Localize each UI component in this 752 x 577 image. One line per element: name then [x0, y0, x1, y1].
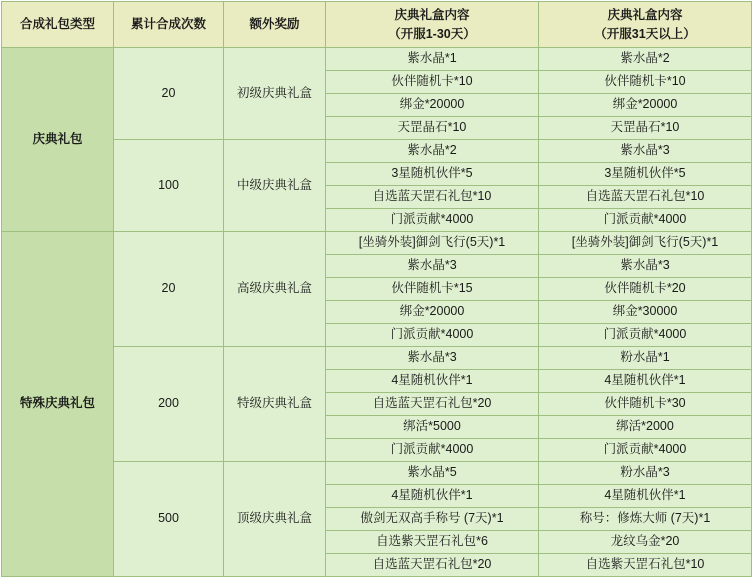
gift-synthesis-table-container — [0, 1, 752, 572]
gift-content-late-cell: 3星随机伙伴*5 — [539, 163, 752, 186]
synthesis-count-cell: 20 — [114, 232, 224, 347]
gift-content-early-cell: 天罡晶石*10 — [326, 117, 539, 140]
gift-content-early-cell: 自选紫天罡石礼包*6 — [326, 531, 539, 554]
gift-content-early-cell: 自选蓝天罡石礼包*20 — [326, 554, 539, 577]
gift-content-late-cell: 4星随机伙伴*1 — [539, 485, 752, 508]
extra-reward-cell: 特级庆典礼盒 — [224, 347, 326, 462]
synthesis-count-cell: 100 — [114, 140, 224, 232]
extra-reward-cell: 中级庆典礼盒 — [224, 140, 326, 232]
table-row — [2, 347, 752, 370]
gift-content-late-cell: 4星随机伙伴*1 — [539, 370, 752, 393]
gift-content-early-cell: 伙伴随机卡*10 — [326, 71, 539, 94]
gift-type-cell: 庆典礼包 — [2, 48, 114, 232]
header-cell-line1: 庆典礼盒内容 — [607, 7, 683, 22]
header-cell-line2: （开服31天以上） — [594, 26, 696, 41]
gift-content-late-cell: 伙伴随机卡*30 — [539, 393, 752, 416]
gift-content-early-cell: 门派贡献*4000 — [326, 324, 539, 347]
gift-content-late-cell: 自选蓝天罡石礼包*10 — [539, 186, 752, 209]
gift-content-early-cell: 绑金*20000 — [326, 94, 539, 117]
gift-type-cell: 特殊庆典礼包 — [2, 232, 114, 577]
gift-content-early-cell: 绑活*5000 — [326, 416, 539, 439]
extra-reward-cell: 高级庆典礼盒 — [224, 232, 326, 347]
gift-content-late-cell: 紫水晶*3 — [539, 255, 752, 278]
gift-content-late-cell: 门派贡献*4000 — [539, 324, 752, 347]
gift-content-late-cell: 绑金*20000 — [539, 94, 752, 117]
extra-reward-cell: 顶级庆典礼盒 — [224, 462, 326, 577]
gift-content-late-cell: 门派贡献*4000 — [539, 439, 752, 462]
gift-content-late-cell: 门派贡献*4000 — [539, 209, 752, 232]
extra-reward-cell: 初级庆典礼盒 — [224, 48, 326, 140]
gift-content-late-cell: 称号：修炼大师 (7天)*1 — [539, 508, 752, 531]
gift-content-early-cell: 傲剑无双高手称号 (7天)*1 — [326, 508, 539, 531]
gift-content-early-cell: 自选蓝天罡石礼包*10 — [326, 186, 539, 209]
header-cell-1: 累计合成次数 — [114, 2, 224, 48]
gift-content-late-cell: 伙伴随机卡*10 — [539, 71, 752, 94]
gift-content-late-cell: 紫水晶*2 — [539, 48, 752, 71]
gift-content-early-cell: 3星随机伙伴*5 — [326, 163, 539, 186]
table-row — [2, 232, 752, 255]
gift-content-early-cell: 4星随机伙伴*1 — [326, 370, 539, 393]
gift-content-late-cell: 伙伴随机卡*20 — [539, 278, 752, 301]
gift-content-early-cell: 紫水晶*2 — [326, 140, 539, 163]
gift-content-early-cell: [坐骑外装]御剑飞行(5天)*1 — [326, 232, 539, 255]
header-cell-4 — [539, 2, 752, 48]
gift-content-early-cell: 自选蓝天罡石礼包*20 — [326, 393, 539, 416]
gift-content-late-cell: [坐骑外装]御剑飞行(5天)*1 — [539, 232, 752, 255]
gift-synthesis-table — [1, 1, 752, 577]
table-row — [2, 462, 752, 485]
header-cell-line1: 庆典礼盒内容 — [394, 7, 470, 22]
table-row — [2, 48, 752, 71]
gift-content-late-cell: 自选紫天罡石礼包*10 — [539, 554, 752, 577]
table-header-row — [2, 2, 752, 48]
gift-content-late-cell: 绑活*2000 — [539, 416, 752, 439]
gift-content-early-cell: 伙伴随机卡*15 — [326, 278, 539, 301]
header-cell-3 — [326, 2, 539, 48]
gift-content-early-cell: 紫水晶*1 — [326, 48, 539, 71]
gift-content-late-cell: 粉水晶*3 — [539, 462, 752, 485]
gift-content-late-cell: 天罡晶石*10 — [539, 117, 752, 140]
gift-content-early-cell: 门派贡献*4000 — [326, 439, 539, 462]
gift-content-early-cell: 紫水晶*3 — [326, 347, 539, 370]
gift-content-early-cell: 4星随机伙伴*1 — [326, 485, 539, 508]
gift-content-late-cell: 绑金*30000 — [539, 301, 752, 324]
gift-content-early-cell: 紫水晶*5 — [326, 462, 539, 485]
synthesis-count-cell: 500 — [114, 462, 224, 577]
gift-content-early-cell: 紫水晶*3 — [326, 255, 539, 278]
header-cell-2: 额外奖励 — [224, 2, 326, 48]
table-row — [2, 140, 752, 163]
header-cell-0: 合成礼包类型 — [2, 2, 114, 48]
header-cell-line2: （开服1-30天） — [388, 26, 476, 41]
gift-content-late-cell: 紫水晶*3 — [539, 140, 752, 163]
gift-content-early-cell: 门派贡献*4000 — [326, 209, 539, 232]
synthesis-count-cell: 200 — [114, 347, 224, 462]
gift-content-late-cell: 龙纹乌金*20 — [539, 531, 752, 554]
gift-content-late-cell: 粉水晶*1 — [539, 347, 752, 370]
synthesis-count-cell: 20 — [114, 48, 224, 140]
gift-content-early-cell: 绑金*20000 — [326, 301, 539, 324]
